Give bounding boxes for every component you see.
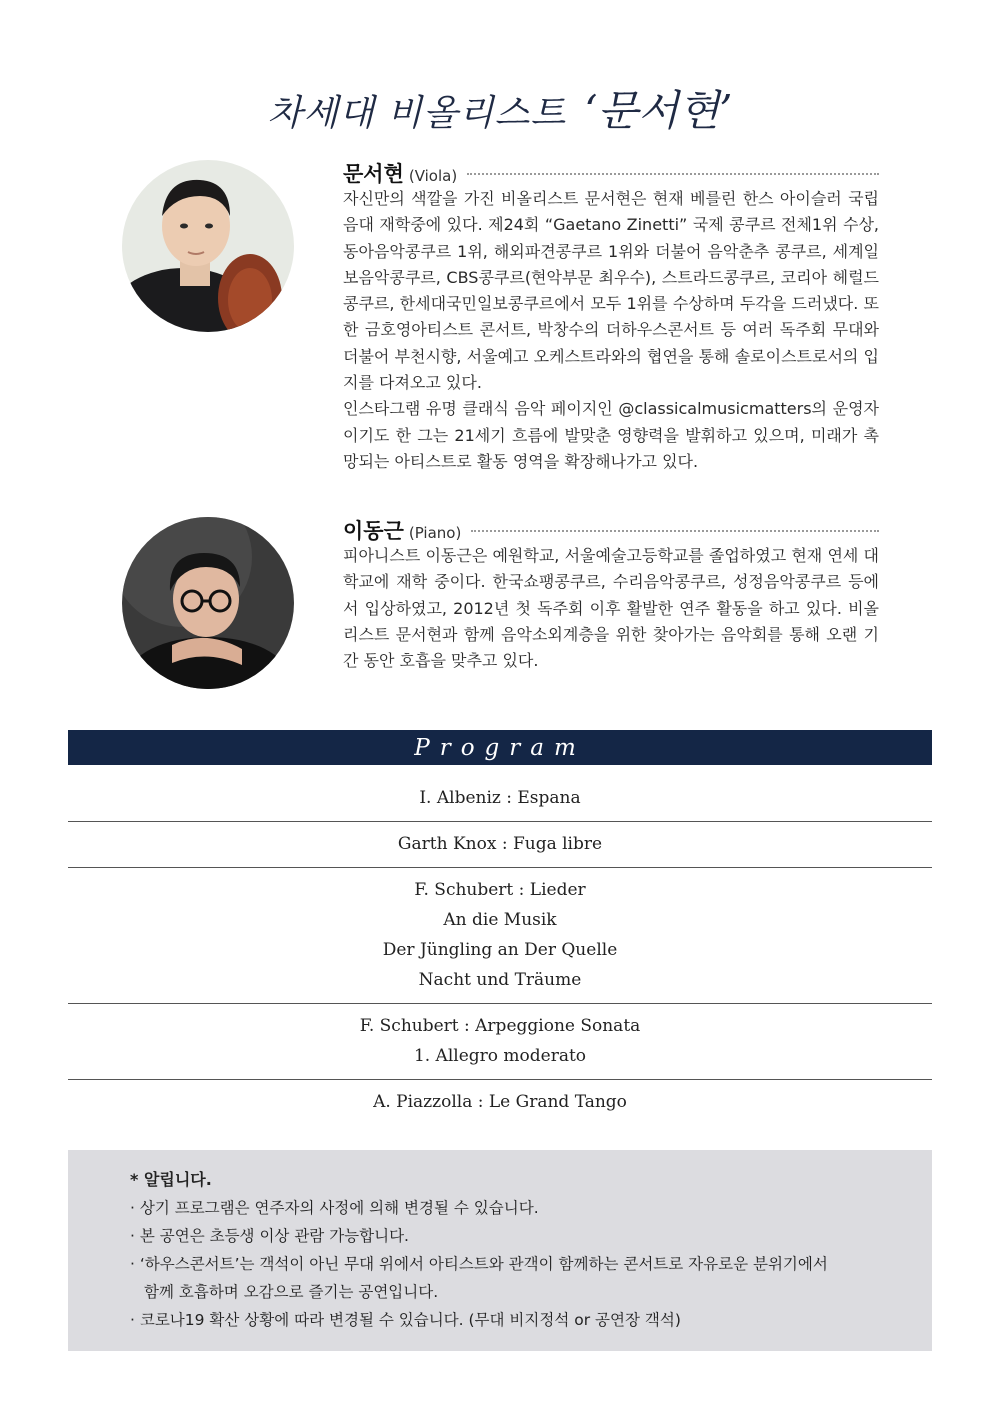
artist-photo-piano [122, 517, 294, 689]
program-line: I. Albeniz : Espana [419, 788, 581, 808]
program-item [68, 822, 932, 868]
notice-title: * 알립니다. [130, 1170, 212, 1189]
program-item [68, 868, 932, 1004]
notice-item: · 본 공연은 초등생 이상 관람 가능합니다. [130, 1227, 409, 1245]
artist-bio-paragraph: 자신만의 색깔을 가진 비올리스트 문서현은 현재 베를린 한스 아이슬러 국립음대 재학중에 있다. 제24회 “Gaetano Zinetti” 국제 콩쿠르 전체1위 수상, 동아음악콩쿠르 1위, 해외파견콩쿠르 1위와 더불어 음악춘추 콩쿠르, 세계일보음악콩쿠르, CBS콩쿠르(현악부문 최우수), 스트라드콩쿠르, 코리아 헤럴드콩쿠르, 한세대국민일보콩쿠르에서 모두 1위를 수상하며 두각을 드러냈다. 또한 금호영아티스트 콘서트, 박창수의 더하우스콘서트 등 여러 독주회 무대와 더불어 부천시향, 서울예고 오케스트라와의 협연을 통해 솔로이스트로서의 입지를 다져오고 있다. [343, 189, 879, 393]
program-line: F. Schubert : Arpeggione Sonata [359, 1016, 641, 1036]
artist-instrument: (Viola) [408, 167, 458, 185]
artist-heading [343, 515, 879, 543]
program-line: Der Jüngling an Der Quelle [382, 940, 618, 960]
program-item [68, 1080, 932, 1125]
program-list [68, 776, 932, 1125]
artist-text-piano [343, 515, 879, 674]
notice-item: · 코로나19 확산 상황에 따라 변경될 수 있습니다. (무대 비지정석 or 공연장 객석) [130, 1311, 681, 1329]
page-title-main: 차세대 비올리스트 [267, 93, 567, 134]
artist-name: 이동근 [343, 519, 404, 543]
dotted-divider [471, 530, 879, 532]
artist-instrument: (Piano) [408, 524, 462, 542]
notice-item: 함께 호흡하며 오감으로 즐기는 공연입니다. [144, 1283, 439, 1301]
artist-text-viola [343, 158, 879, 475]
artist-heading [343, 158, 879, 186]
program-line: Nacht und Träume [418, 970, 582, 990]
page-title [0, 78, 1000, 138]
program-line: F. Schubert : Lieder [414, 880, 586, 900]
artist-bio-paragraph: 인스타그램 유명 클래식 음악 페이지인 @classicalmusicmatters의 운영자 이기도 한 그는 21세기 흐름에 발맞춘 영향력을 발휘하고 있으며, 미래가 촉망되는 아티스트로 활동 영역을 확장해나가고 있다. [343, 399, 879, 471]
program-line: Garth Knox : Fuga libre [397, 834, 603, 854]
notice-box [68, 1150, 932, 1351]
program-item [68, 776, 932, 822]
notice-content [130, 1166, 910, 1334]
notice-item: · 상기 프로그램은 연주자의 사정에 의해 변경될 수 있습니다. [130, 1199, 539, 1217]
program-heading: Program [414, 735, 586, 761]
program-line: A. Piazzolla : Le Grand Tango [373, 1092, 627, 1112]
program-heading-bar [68, 730, 932, 765]
artist-bio-paragraph: 피아니스트 이동근은 예원학교, 서울예술고등학교를 졸업하였고 현재 연세 대학교에 재학 중이다. 한국쇼팽콩쿠르, 수리음악콩쿠르, 성정음악콩쿠르 등에서 입상하였고, 2012년 첫 독주회 이후 활발한 연주 활동을 하고 있다. 비올리스트 문서현과 함께 음악소외계층을 위한 찾아가는 음악회를 통해 오랜 기간 동안 호흡을 맞추고 있다. [343, 546, 879, 671]
artist-photo-viola [122, 160, 294, 332]
program-item [68, 1004, 932, 1080]
dotted-divider [467, 173, 879, 175]
artist-name: 문서현 [343, 162, 404, 186]
page-title-name: ‘문서현’ [584, 86, 733, 135]
program-line: An die Musik [443, 910, 557, 930]
program-line: 1. Allegro moderato [413, 1046, 587, 1066]
notice-item: · ‘하우스콘서트’는 객석이 아닌 무대 위에서 아티스트와 관객이 함께하는 콘서트로 자유로운 분위기에서 [130, 1255, 828, 1273]
